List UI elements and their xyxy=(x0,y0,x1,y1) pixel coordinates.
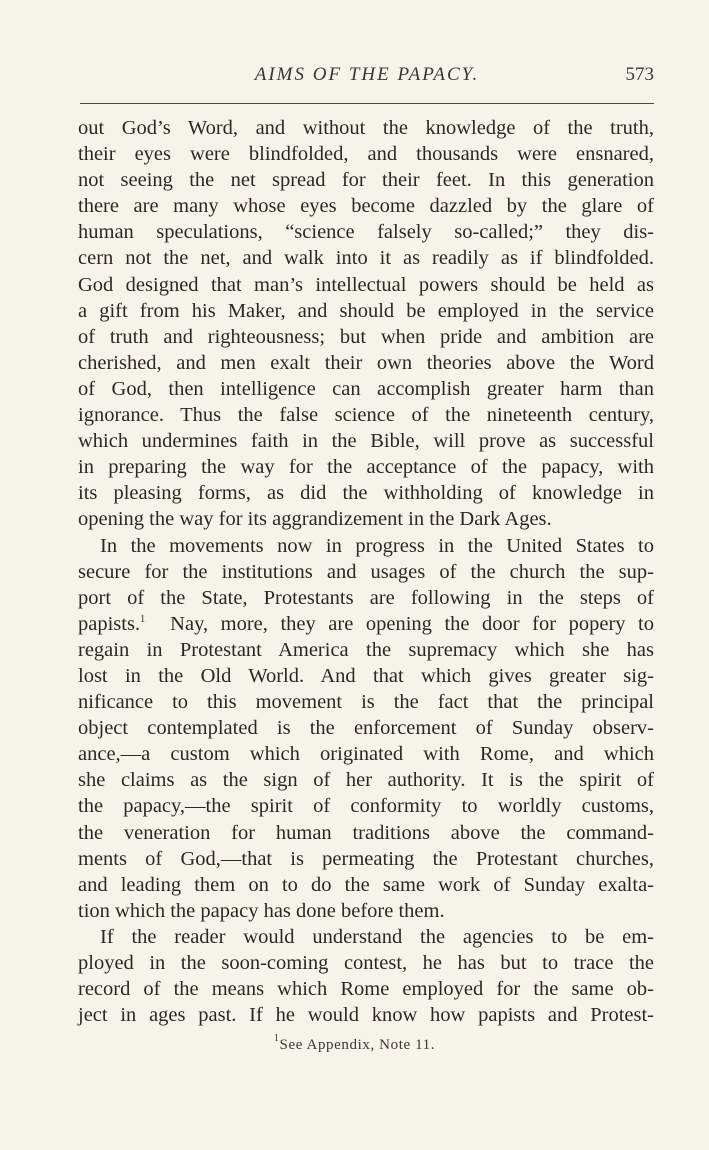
text-line: of God, then intelligence can accomplish greater harm than xyxy=(78,377,654,400)
text-line: out God’s Word, and without the knowledge of the truth, xyxy=(78,117,654,139)
text-line: the papacy,—the spirit of conformity to worldly customs, xyxy=(78,795,654,818)
text-line: of truth and righteousness; but when pride and ambition are xyxy=(78,325,654,348)
footnote-marker: 1 xyxy=(273,1033,280,1044)
text-line: ignorance. Thus the false science of the nineteenth century, xyxy=(78,404,654,427)
body-text xyxy=(78,115,654,1028)
text-line: and leading them on to do the same work of Sunday exalta- xyxy=(78,873,654,896)
text-line: their eyes were blindfolded, and thousands were ensnared, xyxy=(78,143,654,166)
footnote-reference[interactable]: 1 xyxy=(140,613,146,625)
text-line: nificance to this movement is the fact that the principal xyxy=(78,691,654,714)
text-line: ployed in the soon-coming contest, he has but to trace the xyxy=(78,952,654,974)
text-line: in preparing the way for the acceptance of the papacy, with xyxy=(78,456,654,479)
text-line: its pleasing forms, as did the withholding of knowledge in xyxy=(78,482,654,505)
text-line: tion which the papacy has done before them. xyxy=(78,899,445,922)
text-line: a gift from his Maker, and should be employed in the service xyxy=(78,299,654,322)
text-line: cherished, and men exalt their own theories above the Word xyxy=(78,351,654,374)
text-line: secure for the institutions and usages of the church the sup- xyxy=(78,560,654,583)
text-line: she claims as the sign of her authority. It is the spirit of xyxy=(78,769,654,792)
text-line: cern not the net, and walk into it as readily as if blindfolded. xyxy=(78,247,654,270)
text-fragment: papists. xyxy=(78,612,141,635)
text-line: not seeing the net spread for their feet. In this generation xyxy=(78,169,654,192)
header-rule xyxy=(80,103,654,104)
text-line-with-footnote-ref xyxy=(78,611,654,637)
text-line: opening the way for its aggrandizement in the Dark Ages. xyxy=(78,508,552,531)
running-title: AIMS OF THE PAPACY. xyxy=(254,64,480,85)
text-line: human speculations, “science falsely so-called;” they dis- xyxy=(78,221,654,244)
text-line: which undermines faith in the Bible, will prove as successful xyxy=(78,430,654,453)
paragraph-first-line: In the movements now in progress in the United States to xyxy=(100,534,654,557)
paragraph-first-line: If the reader would understand the agencies to be em- xyxy=(100,925,654,948)
text-line: object contemplated is the enforcement of Sunday observ- xyxy=(78,717,654,740)
footnote xyxy=(0,1033,709,1054)
text-line: there are many whose eyes become dazzled by the glare of xyxy=(78,195,654,218)
text-line: God designed that man’s intellectual powers should be held as xyxy=(78,273,654,296)
text-line: regain in Protestant America the supremacy which she has xyxy=(78,638,654,661)
text-line: ject in ages past. If he would know how papists and Protest- xyxy=(78,1004,654,1027)
text-line: the veneration for human traditions above the command- xyxy=(78,821,654,844)
text-fragment: Nay, more, they are opening the door for popery to xyxy=(170,612,655,635)
page-number: 573 xyxy=(625,64,654,85)
footnote-text: See Appendix, Note 11. xyxy=(279,1037,436,1053)
running-head xyxy=(80,64,654,94)
text-line: port of the State, Protestants are following in the steps of xyxy=(78,586,654,609)
text-line: lost in the Old World. And that which gives greater sig- xyxy=(78,664,654,687)
text-line: ance,—a custom which originated with Rome, and which xyxy=(78,743,654,766)
text-line: record of the means which Rome employed for the same ob- xyxy=(78,978,654,1001)
text-line: ments of God,—that is permeating the Protestant churches, xyxy=(78,847,654,870)
